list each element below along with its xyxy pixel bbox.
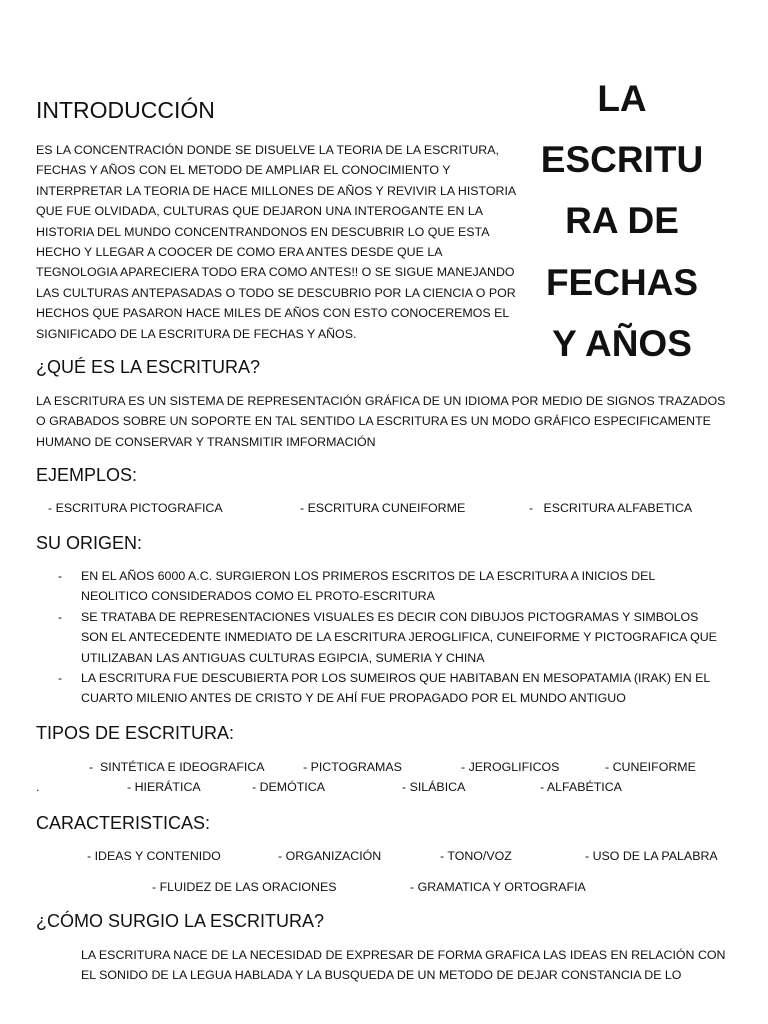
list-item bbox=[36, 566, 724, 607]
bullet: - bbox=[58, 671, 63, 686]
text-line: HISTORIA DEL MUNDO CONCENTRANDONOS EN DESCUBRIR LO QUE ESTA bbox=[36, 224, 490, 239]
bullet: - bbox=[58, 609, 63, 624]
ejemplos-heading: EJEMPLOS: bbox=[36, 465, 138, 485]
list-item bbox=[36, 607, 724, 668]
text-line: ES LA CONCENTRACIÓN DONDE SE DISUELVE LA TEORIA DE LA ESCRITURA, bbox=[36, 143, 499, 157]
tipo-item: - SILÁBICA bbox=[402, 780, 466, 794]
bullet: - bbox=[58, 569, 63, 583]
tipo-item: - DEMÓTICA bbox=[252, 780, 325, 794]
title-line: Y AÑOS bbox=[552, 322, 692, 364]
text-line: FECHAS Y AÑOS CON EL METODO DE AMPLIAR EL CONOCIMIENTO Y bbox=[36, 163, 451, 178]
tipo-item: - PICTOGRAMAS bbox=[303, 760, 402, 774]
origen-heading: SU ORIGEN: bbox=[36, 533, 143, 553]
caracteristicas-heading: CARACTERISTICAS: bbox=[36, 813, 211, 833]
tipo-item: - HIERÁTICA bbox=[127, 780, 201, 794]
tipo-item: - ALFABÉTICA bbox=[540, 780, 622, 794]
origen-list bbox=[36, 566, 724, 709]
caracteristica-item: - GRAMATICA Y ORTOGRAFIA bbox=[410, 880, 586, 894]
tipos-heading: TIPOS DE ESCRITURA: bbox=[36, 723, 235, 743]
ejemplo-item: - ESCRITURA PICTOGRAFICA bbox=[48, 501, 223, 515]
list-item-text: EN EL AÑOS 6000 A.C. SURGIERON LOS PRIMEROS ESCRITOS DE LA ESCRITURA A INICIOS DEL NEOLITICO CONSIDERADOS COMO EL PROTO-ESCRITURA bbox=[81, 569, 655, 604]
title-line: LA bbox=[597, 78, 647, 119]
text-line: TEGNOLOGIA APARECIERA TODO ERA COMO ANTES!! O SE SIGUE MANEJANDO bbox=[36, 265, 515, 280]
text-line: O GRABADOS SOBRE UN SOPORTE EN TAL SENTIDO LA ESCRITURA ES UN MODO GRÁFICO ESPECIFICAMENTE bbox=[36, 414, 711, 429]
ejemplo-item: - ESCRITURA CUNEIFORME bbox=[300, 501, 466, 515]
caracteristica-item: - ORGANIZACIÓN bbox=[278, 849, 382, 863]
title-line: RA DE bbox=[565, 200, 679, 242]
list-item-text: LA ESCRITURA FUE DESCUBIERTA POR LOS SUMEIROS QUE HABITABAN EN MESOPATAMIA (IRAK) EN EL CUARTO MILENIO ANTES DE CRISTO Y DE AHÍ FUE PROPAGADO POR EL MUNDO ANTIGUO bbox=[81, 671, 710, 706]
que-es-paragraph bbox=[36, 391, 736, 452]
text-line: LA ESCRITURA NACE DE LA NECESIDAD DE EXPRESAR DE FORMA GRAFICA LAS IDEAS EN RELACIÓN CON bbox=[81, 948, 726, 962]
text-line: QUE FUE OLVIDADA, CULTURAS QUE DEJARON UNA INTEROGANTE EN LA bbox=[36, 204, 484, 219]
list-item bbox=[36, 668, 724, 709]
text-line: SIGNIFICADO DE LA ESCRITURA DE FECHAS Y AÑOS. bbox=[36, 326, 357, 341]
text-line: EL SONIDO DE LA LEGUA HABLADA Y LA BUSQUEDA DE UN METODO DE DEJAR CONSTANCIA DE LO bbox=[81, 968, 682, 983]
text-line: LA ESCRITURA ES UN SISTEMA DE REPRESENTACIÓN GRÁFICA DE UN IDIOMA POR MEDIO DE SIGNOS TRAZADOS bbox=[36, 394, 726, 408]
text-line: HUMANO DE CONSERVAR Y TRANSMITIR IMFORMACIÓN bbox=[36, 434, 376, 449]
ejemplo-item: - ESCRITURA ALFABETICA bbox=[529, 501, 693, 515]
caracteristica-item: - IDEAS Y CONTENIDO bbox=[87, 849, 221, 863]
caracteristica-item: - TONO/VOZ bbox=[440, 849, 512, 863]
intro-paragraph bbox=[36, 140, 536, 344]
que-es-heading: ¿QUÉ ES LA ESCRITURA? bbox=[36, 357, 261, 377]
title-line: FECHAS bbox=[545, 261, 699, 303]
como-surgio-heading: ¿CÓMO SURGIO LA ESCRITURA? bbox=[36, 911, 325, 931]
caracteristica-item: - FLUIDEZ DE LAS ORACIONES bbox=[152, 880, 337, 894]
caracteristica-item: - USO DE LA PALABRA bbox=[585, 849, 718, 863]
text-line: LAS CULTURAS ANTEPASADAS O TODO SE DESCUBRIO POR LA CIENCIA O POR bbox=[36, 285, 516, 300]
stray-dot: . bbox=[36, 780, 40, 794]
title-line: ESCRITU bbox=[540, 139, 704, 181]
intro-heading: INTRODUCCIÓN bbox=[36, 97, 215, 123]
text-line: HECHO Y LLEGAR A COOCER DE COMO ERA ANTES DESDE QUE LA bbox=[36, 245, 443, 260]
tipo-item: - CUNEIFORME bbox=[605, 760, 696, 774]
list-item-text: SE TRATABA DE REPRESENTACIONES VISUALES ES DECIR CON DIBUJOS PICTOGRAMAS Y SIMBOLOS SON EL ANTECEDENTE INMEDIATO DE LA ESCRITURA JEROGLIFICA, CUNEIFORME Y PICTOGRAFICA QUE UTILIZABAN LAS ANTIGUAS CULTURAS EGIPCIA, SUMERIA Y CHINA bbox=[81, 609, 717, 665]
tipo-item: - JEROGLIFICOS bbox=[461, 760, 560, 774]
document-title bbox=[536, 68, 708, 374]
tipo-item: - SINTÉTICA E IDEOGRAFICA bbox=[89, 760, 265, 774]
text-line: HECHOS QUE PASARON HACE MILES DE AÑOS CON ESTO CONOCEREMOS EL bbox=[36, 306, 510, 321]
text-line: INTERPRETAR LA TEORIA DE HACE MILLONES DE AÑOS Y REVIVIR LA HISTORIA bbox=[36, 183, 517, 198]
como-surgio-paragraph bbox=[81, 945, 741, 986]
